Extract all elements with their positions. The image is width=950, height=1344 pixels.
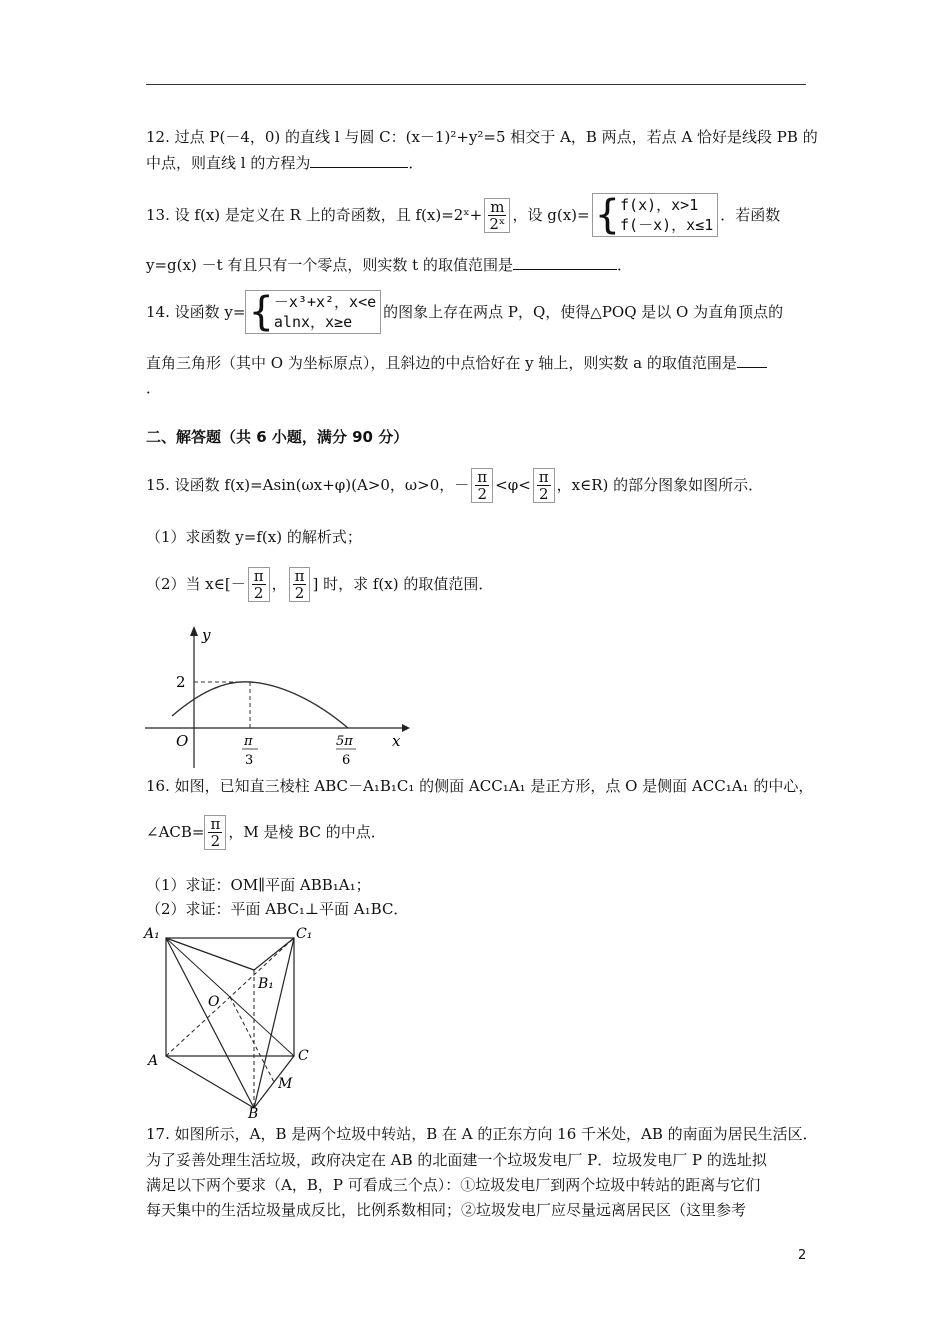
q17-line2: 为了妥善处理生活垃圾，政府决定在 AB 的北面建一个垃圾发电厂 P．垃圾发电厂 P 的选址拟 — [146, 1151, 767, 1169]
label-b1: B₁ — [258, 976, 274, 992]
q14-line3: ． — [146, 379, 162, 397]
q12-line1: 12. 过点 P(－4，0) 的直线 l 与圆 C：(x－1)²+y²=5 相交于 A，B 两点，若点 A 恰好是线段 PB 的 — [146, 128, 818, 146]
label-a: A — [148, 1053, 159, 1069]
answer-blank — [513, 255, 617, 270]
q16-line2 — [146, 810, 386, 854]
q15-comma: ， — [271, 575, 287, 593]
frac-numerator: m — [490, 197, 505, 216]
prism-figure — [140, 922, 320, 1118]
label-o: O — [208, 994, 220, 1010]
x-arrow-icon — [402, 724, 410, 732]
x-tick2-den: 6 — [342, 753, 351, 768]
left-brace-icon: { — [248, 289, 274, 335]
label-a1: A₁ — [144, 926, 160, 942]
q16-angle-suffix: ，M 是棱 BC 的中点． — [228, 823, 386, 841]
frac-denominator: 2 — [538, 484, 549, 503]
label-c: C — [298, 1048, 309, 1064]
q16-sub2: （2）求证：平面 ABC₁⊥平面 A₁BC． — [146, 900, 409, 918]
q15-part1: 15. 设函数 f(x)=Asin(ωx+φ)(A>0，ω>0，－ — [146, 476, 470, 494]
q16-sub1: （1）求证：OM∥平面 ABB₁A₁； — [146, 876, 371, 894]
q12-end: ． — [408, 154, 424, 172]
frac-denominator: 2 — [253, 583, 264, 602]
x-tick2-num: 5π — [336, 734, 353, 749]
y-arrow-icon — [190, 626, 198, 636]
q15-line1 — [146, 462, 763, 508]
q12-text: 中点，则直线 l 的方程为 — [146, 154, 311, 172]
frac-numerator: π — [210, 814, 221, 833]
q17-line1: 17. 如图所示，A，B 是两个垃圾中转站，B 在 A 的正东方向 16 千米处，AB 的南面为居民生活区． — [146, 1125, 818, 1143]
sine-graph — [140, 622, 410, 770]
section-heading: 二、解答题（共 6 小题，满分 90 分） — [146, 428, 409, 446]
q13-line1 — [146, 192, 780, 238]
q15-part2: ，x∈R) 的部分图象如图所示． — [556, 476, 764, 494]
q15-lt: <φ< — [495, 476, 531, 494]
answer-blank — [737, 353, 767, 368]
q15-sub1: （1）求函数 y=f(x) 的解析式； — [146, 528, 362, 546]
g-piecewise — [592, 193, 719, 237]
q13-part1: 13. 设 f(x) 是定义在 R 上的奇函数，且 f(x)=2ˣ+ — [146, 206, 483, 224]
q13-line2 — [146, 255, 632, 275]
q15-sub2-start: （2）当 x∈[－ — [146, 575, 246, 593]
case-1: f(x)，x>1 — [620, 196, 699, 214]
q13-part3: ．若函数 — [720, 206, 781, 224]
page-number: 2 — [798, 1248, 807, 1263]
edge-a1b1 — [166, 938, 254, 970]
q13-text: y=g(x) －t 有且只有一个零点，则实数 t 的取值范围是 — [146, 256, 513, 274]
q13-part2: ，设 g(x)= — [512, 206, 590, 224]
frac-numerator: π — [538, 467, 549, 486]
y-tick-label: 2 — [176, 673, 186, 691]
q12-line2 — [146, 153, 423, 173]
neg-pi-over-2 — [248, 567, 270, 602]
q16-line1: 16. 如图，已知直三棱柱 ABC－A₁B₁C₁ 的侧面 ACC₁A₁ 是正方形，点 O 是侧面 ACC₁A₁ 的中心， — [146, 777, 814, 795]
q13-fraction — [484, 198, 510, 233]
q14-part1: 14. 设函数 y= — [146, 303, 246, 321]
q14-text: 直角三角形（其中 O 为坐标原点），且斜边的中点恰好在 y 轴上，则实数 a 的取值范围是 — [146, 354, 737, 372]
q13-end: ． — [616, 256, 632, 274]
frac-numerator: π — [294, 566, 305, 585]
case-2: f(－x)，x≤1 — [620, 216, 714, 234]
label-b: B — [248, 1106, 259, 1118]
pi-over-2 — [289, 567, 311, 602]
pi-over-2 — [204, 815, 226, 850]
x-tick1-num: π — [244, 734, 253, 749]
label-m: M — [278, 1076, 293, 1092]
q15-sub2-end: ] 时，求 f(x) 的取值范围． — [312, 575, 494, 593]
header-rule — [146, 84, 806, 85]
frac-denominator: 2ˣ — [489, 214, 506, 233]
y-piecewise — [245, 290, 381, 334]
q17-line4: 每天集中的生活垃圾量成反比，比例系数相同；②垃圾发电厂应尽量远离居民区（这里参考 — [146, 1201, 747, 1219]
q17-line3: 满足以下两个要求（A，B，P 可看成三个点）：①垃圾发电厂到两个垃圾中转站的距离与它们 — [146, 1176, 761, 1194]
pi-over-2 — [533, 468, 555, 503]
q15-sub2 — [146, 562, 493, 606]
case-1: －x³+x²，x<e — [273, 293, 377, 311]
left-brace-icon: { — [594, 192, 621, 238]
neg-pi-over-2 — [471, 468, 493, 503]
x-tick1-den: 3 — [245, 753, 254, 768]
q14-line1 — [146, 287, 783, 337]
x-label: x — [392, 732, 401, 750]
origin-label: O — [176, 732, 189, 750]
segment-om — [230, 997, 274, 1082]
case-2: alnx，x≥e — [273, 313, 353, 331]
q16-angle-prefix: ∠ACB= — [146, 823, 205, 841]
frac-numerator: π — [477, 467, 488, 486]
y-label: y — [202, 626, 211, 644]
q14-line2 — [146, 353, 767, 373]
frac-numerator: π — [253, 566, 264, 585]
q14-part2: 的图象上存在两点 P，Q，使得△POQ 是以 O 为直角顶点的 — [383, 303, 784, 321]
frac-denominator: 2 — [477, 484, 487, 503]
frac-denominator: 2 — [210, 831, 221, 850]
frac-denominator: 2 — [294, 583, 305, 602]
label-c1: C₁ — [296, 926, 313, 942]
answer-blank — [310, 153, 408, 168]
sine-curve — [172, 682, 348, 728]
